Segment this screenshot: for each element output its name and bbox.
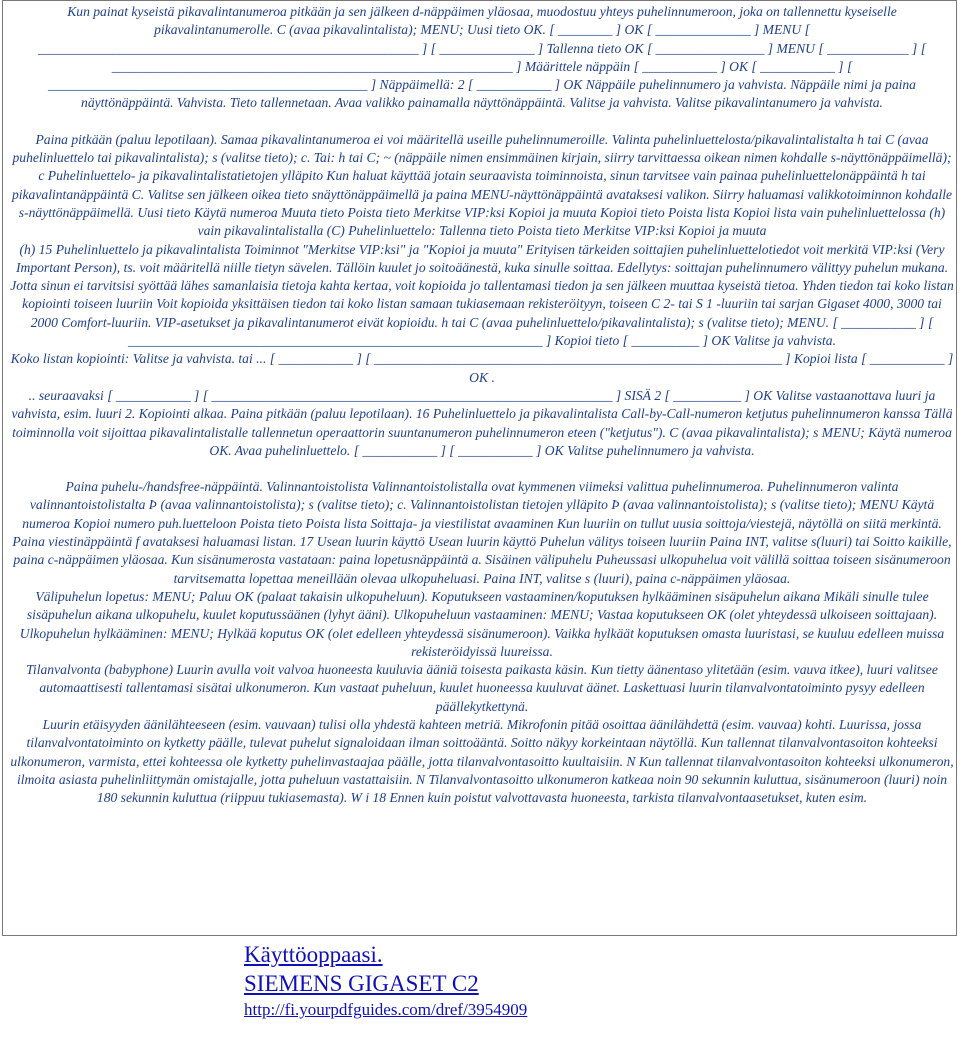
paragraph: Jotta sinun ei tarvitsisi syöttää lähes samanlaisia tietoja kahta kertaa, voit kopioida jo tallentamasi tiedon ja sen jälkeen muuttaa kyseistä tietoa. Yhden tiedon tai koko listan kopiointi toiseen luuriin Voit kopioida yksittäisen tiedon tai koko listan samaan tukiasemaan rekisteröityyn, toiseen C 2- tai S 1 -luuriin tai sarjan Gigaset 4000, 3000 tai 2000 Comfort-luuriin. VIP-asetukset ja pikavalintanumerot eivät kopioidu. h tai C (avaa puhelinluettelo/pikavalintalista); s (valitse tieto); MENU. [ ___________ ] [ _____________________________________________________________ ] Kopioi tieto [ __________ ] OK Valitse ja vahvista. (10, 278, 954, 349)
paragraph: Kun painat kyseistä pikavalintanumeroa pitkään ja sen jälkeen d-näppäimen yläosaa, muodostuu yhteys puhelinnumeroon, joka on tallennettu kyseiselle pikavalintanumerolle. C (avaa pikavalintalista); MENU; Uusi tieto OK. [ ________ ] OK [ ______________ ] MENU [ ________________________________________________________ ] [ ______________ ] Tallenna tieto OK [ ________________ ] MENU [ ____________ ] [ ___________________________________________________________ ] Määrittele näppäin [ ___________ ] OK [ ___________ ] [ _______________________________________________ ] Näppäimellä: 2 [ ___________ ] OK Näppäile puhelinnumero ja vahvista. Näppäile nimi ja paina näyttönäppäintä. Vahvista. Tieto tallennetaan. Avaa valikko painamalla näyttönäppäintä. Valitse ja vahvista. Valitse pikavalintanumero ja vahvista. (37, 4, 927, 111)
product-link[interactable]: SIEMENS GIGASET C2 (244, 971, 479, 996)
document-body (8, 3, 956, 807)
paragraph: Koko listan kopiointi: Valitse ja vahvista. tai ... [ ___________ ] [ ____________________________________________________________ ] Kopioi lista [ ___________ ] OK . (10, 351, 954, 385)
paragraph: .. seuraavaksi [ ___________ ] [ ___________________________________________________________ ] SISÄ 2 [ __________ ] OK Valitse vastaanottava luuri ja vahvista, esim. luuri 2. Kopiointi alkaa. Paina pitkään (paluu lepotilaan). 16 Puhelinluettelo ja pikavalintalista Call-by-Call-numeron ketjutus puhelinnumeron kanssa Tällä toiminnolla voit sijoittaa pikavalintalistalle tallennetun operaattorin suuntanumeron puhelinnumeron eteen ("ketjutus"). C (avaa pikavalintalista); s MENU; Käytä numeroa OK. Avaa puhelinluettelo. [ ___________ ] [ ___________ ] OK Valitse puhelinnumero ja vahvista. (11, 387, 953, 458)
paragraph: Paina puhelu-/handsfree-näppäintä. Valinnantoistolista Valinnantoistolistalla ovat kymmenen viimeksi valittua puhelinnumeroa. Puhelinnumeron valinta valinnantoistolistalta Þ (avaa valinnantoistolista); s (valitse tieto); c. Valinnantoistolistan tietojen ylläpito Þ (avaa valinnantoistolista); s (valitse tieto); MENU Käytä numeroa Kopioi numero puh.luetteloon Poista tieto Poista lista Soittaja- ja viestilistat avaaminen Kun luuriin on tullut uusia soittoja/viestejä, näytöllä on siitä merkintä. Paina viestinäppäintä f avataksesi haluamasi listan. 17 Usean luurin käyttö Usean luurin käyttö Puhelun välitys toiseen luuriin Paina INT, valitse s(luuri) tai Soitto kaikille, paina c-näppäimen yläosaa. Kun sisänumerosta vastataan: paina lopetusnäppäintä a. Sisäinen välipuhelu Puheussasi ulkopuhelua voit välillä soittaa toiseen sisänumeroon tarvitsematta lopettaa meneillään olevaa ulkopuheluasi. Paina INT, valitse s (luuri), paina c-näppäimen yläosaa. (12, 479, 952, 586)
document-frame (2, 0, 957, 936)
paragraph: Tilanvalvonta (babyphone) Luurin avulla voit valvoa huoneesta kuuluvia ääniä toisesta paikasta käsin. Kun tietty äänentaso ylitetään (esim. vauva itkee), luuri valitsee automaattisesti tallentamasi sisätai ulkonumeron. Kun vastaat puheluun, kuulet huoneessa kuuluvat äänet. Laskettuasi luurin tilanvalvontatoiminto pysyy edelleen päällekytkettynä. (26, 662, 938, 714)
url-link[interactable]: http://fi.yourpdfguides.com/dref/3954909 (244, 1000, 528, 1019)
manual-link[interactable]: Käyttöoppaasi. (244, 942, 383, 967)
paragraph: (h) 15 Puhelinluettelo ja pikavalintalista Toiminnot "Merkitse VIP:ksi" ja "Kopioi ja muuta" Erityisen tärkeiden soittajien puhelinluettelotiedot voit merkitä VIP:ksi (Very Important Person), ts. voit määritellä niille tietyn sävelen. Tällöin kuulet jo soitoäänestä, kuka sinulle soittaa. Edellytys: soittajan puhelinnumero välittyy puhelun mukana. (15, 241, 949, 275)
paragraph: Välipuhelun lopetus: MENU; Paluu OK (palaat takaisin ulkopuheluun). Koputukseen vastaaminen/koputuksen hylkääminen sisäpuhelun aikana Mikäli sinulle tulee sisäpuhelun aikana ulkopuhelu, kuulet koputussäänen (lyhyt ääni). Ulkopuheluun vastaaminen: MENU; Vastaa koputukseen OK (olet yhteydessä ulkoiseen soittajaan). Ulkopuhelun hylkääminen: MENU; Hylkää koputus OK (olet edelleen yhteydessä sisänumeroon). Vaikka hylkäät koputuksen omasta luuristasi, se kuuluu edelleen muissa rekisteröidyissä luureissa. (19, 588, 945, 659)
paragraph: Paina pitkään (paluu lepotilaan). Samaa pikavalintanumeroa ei voi määritellä useille puhelinnumeroille. Valinta puhelinluettelosta/pikavalintalistalta h tai C (avaa puhelinluettelo tai pikavalintalista); s (valitse tieto); c. Tai: h tai C; ~ (näppäile nimen ensimmäinen kirjain, siirry tarvittaessa oikean nimen kohdalle s-näyttönäppäimellä); c Puhelinluettelo- ja pikavalintalistatietojen ylläpito Kun haluat käyttää jotain seuraavista toiminnoista, sinun tarvitsee vain painaa puhelinluettelonäppäintä h tai pikavalintanäppäintä C. Valitse sen jälkeen oikea tieto snäyttönäppäimellä ja paina MENU-näyttönäppäintä avataksesi valikon. Siirry haluamasi valikkotoiminnon kohdalle s-näyttönäppäimellä. Uusi tieto Käytä numeroa Muuta tieto Poista tieto Merkitse VIP:ksi Kopioi ja muuta Kopioi tieto Poista lista Kopioi lista vain puhelinluettelossa (h) vain pikavalintalistalla (C) Puhelinluettelo: Tallenna tieto Poista tieto Merkitse VIP:ksi Kopioi ja muuta (11, 131, 953, 239)
footer-links (244, 940, 527, 1022)
paragraph: Luurin etäisyyden äänilähteeseen (esim. vauvaan) tulisi olla yhdestä kahteen metriä. Mikrofonin pitää osoittaa äänilähdettä (esim. vauvaa) kohti. Luurissa, jossa tilanvalvontatoiminto on kytketty päälle, tulevat puhelut signaloidaan ilman soittoääntä. Soitto näkyy korkeintaan näytöllä. Kun tallennat tilanvalvontasoiton kohteeksi ulkonumeron, varmista, ettei kohteessa ole kytketty puhelinvastaajaa päälle, jotta tilanvalvontasoitto kuultaisiin. N Kun tallennat tilanvalvontasoiton kohteeksi ulkonumeron, ilmoita asiasta puhelinliittymän omistajalle, jotta puheluun vastattaisiin. N Tilanvalvontasoitto ulkonumeron katkeaa noin 90 sekunnin kuluttua, sisänumeroon (luuri) noin 180 sekunnin kuluttua (riippuu tukiasemasta). W i 18 Ennen kuin poistut valvottavasta huoneesta, tarkista tilanvalvontaasetukset, kuten esim. (10, 716, 954, 806)
